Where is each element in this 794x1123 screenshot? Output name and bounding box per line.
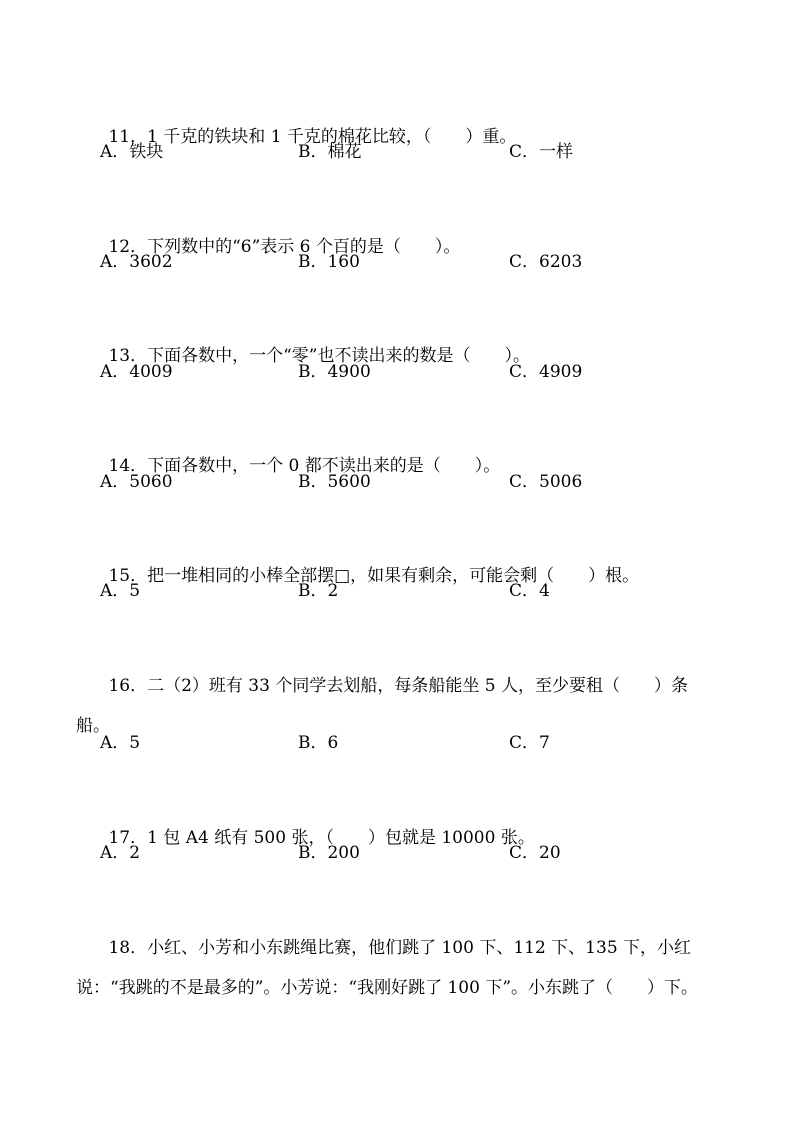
option-c: C．6203: [509, 252, 583, 272]
option-c: C．20: [509, 843, 561, 863]
question-text: 下面各数中，一个 0 都不读出来的是（ ）。: [147, 456, 501, 476]
question-stem: [76, 516, 716, 636]
question-number: 18．: [108, 938, 148, 958]
question-stem: [76, 778, 716, 898]
question-stem: [76, 626, 716, 786]
option-c: C．一样: [509, 142, 574, 162]
option-b: B．4900: [298, 362, 371, 382]
option-c: C．4909: [509, 362, 583, 382]
question-stem: [76, 296, 716, 416]
question-text: 下面各数中，一个“零”也不读出来的数是（ ）。: [147, 346, 530, 366]
question-number: 16．: [108, 676, 148, 696]
question-stem: [76, 888, 716, 1048]
question-text: 下列数中的“6”表示 6 个百的是（ ）。: [147, 237, 461, 257]
question-number: 15．: [108, 566, 148, 586]
option-a: A．5: [100, 581, 141, 601]
option-a: A．4009: [100, 362, 173, 382]
option-c: C．7: [509, 733, 550, 753]
option-c: C．5006: [509, 472, 583, 492]
question-number: 12．: [108, 237, 148, 257]
question-text: 把一堆相同的小棒全部摆□，如果有剩余，可能会剩（ ）根。: [147, 566, 640, 586]
option-a: A．铁块: [100, 142, 164, 162]
question-text: 1 千克的铁块和 1 千克的棉花比较，（ ）重。: [147, 127, 517, 147]
option-b: B．5600: [298, 472, 371, 492]
option-b: B．2: [298, 581, 339, 601]
question-text: 小红、小芳和小东跳绳比赛，他们跳了 100 下、112 下、135 下，小红说：“我跳的不是最多的”。小芳说：“我刚好跳了 100 下”。小东跳了（ ）下。: [76, 938, 699, 998]
question-text: 1 包 A4 纸有 500 张，（ ）包就是 10000 张。: [147, 828, 535, 848]
question-number: 14．: [108, 456, 148, 476]
question-number: 17．: [108, 828, 148, 848]
option-b: B．200: [298, 843, 360, 863]
option-a: A．5: [100, 733, 141, 753]
option-b: B．160: [298, 252, 360, 272]
question-stem: [76, 77, 716, 197]
question-stem: [76, 187, 716, 307]
option-c: C．4: [509, 581, 550, 601]
question-stem: [76, 406, 716, 526]
question-text: 二（2）班有 33 个同学去划船，每条船能坐 5 人，至少要租（ ）条船。: [76, 676, 688, 736]
option-a: A．3602: [100, 252, 173, 272]
option-a: A．5060: [100, 472, 173, 492]
option-b: B．6: [298, 733, 339, 753]
option-b: B．棉花: [298, 142, 362, 162]
question-number: 13．: [108, 346, 148, 366]
question-number: 11．: [108, 127, 148, 147]
option-a: A．2: [100, 843, 141, 863]
